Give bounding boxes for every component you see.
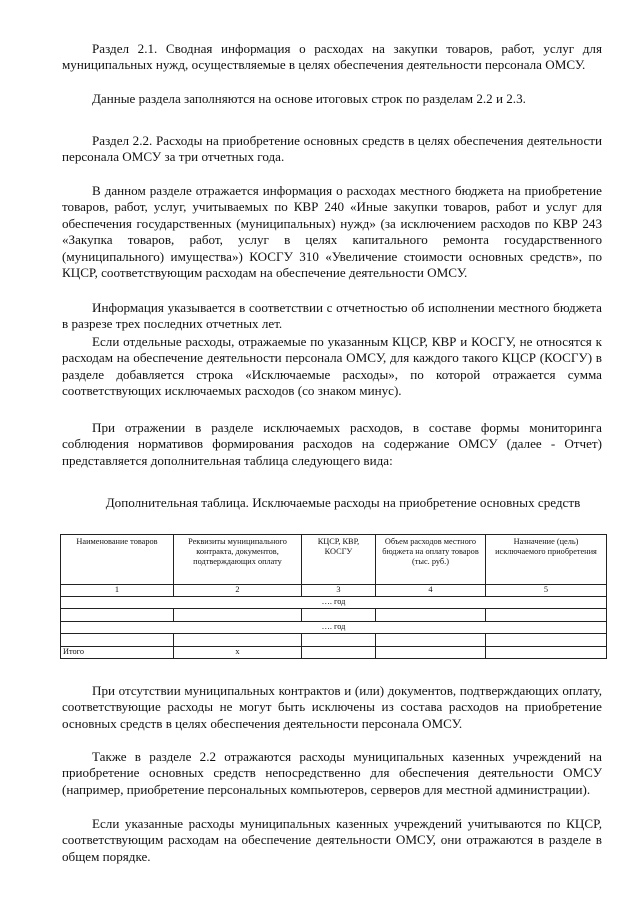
column-number-cell: 1: [61, 585, 174, 597]
section-2-2-paragraph-1: В данном разделе отражается информация о расходах местного бюджета на приобретение товаров, работ, услуг, учитываемых по КВР 240 «Иные закупки товаров, работ и услуг для обеспечения государственных (муниципальных) нужд» (за исключением расходов по КВР 243 «Закупка товаров, работ, услуг в целях капитального ремонта государственного (муниципального) имущества») КОСГУ 310 «Увеличение стоимости основных средств», по КЦСР, соответствующим расходам на обеспечение деятельности ОМСУ.: [62, 183, 602, 281]
table-cell: [174, 634, 302, 647]
section-2-2-title: Раздел 2.2. Расходы на приобретение основных средств в целях обеспечения деятельности персонала ОМСУ за три отчетных года.: [62, 133, 602, 165]
table-cell: [376, 647, 486, 659]
table-cell: [486, 609, 607, 622]
section-2-2-paragraph-2: Информация указывается в соответствии с отчетностью об исполнении местного бюджета в разрезе трех последних отчетных лет.: [62, 300, 602, 332]
table-cell: [302, 634, 376, 647]
column-number-cell: 3: [302, 585, 376, 597]
table-cell: [486, 634, 607, 647]
table-cell: [61, 634, 174, 647]
table-header-row: [61, 535, 607, 585]
table-row: [61, 622, 607, 634]
total-mark-cell: x: [174, 647, 302, 659]
closing-paragraph-2: Также в разделе 2.2 отражаются расходы муниципальных казенных учреждений на приобретение основных средств непосредственно для обеспечения деятельности ОМСУ (например, приобретение персональных компьютеров, серверов для местной администрации).: [62, 749, 602, 797]
year-row-cell: …. год: [61, 597, 607, 609]
year-row-cell: …. год: [61, 622, 607, 634]
closing-paragraph-3: Если указанные расходы муниципальных казенных учреждений учитываются по КЦСР, соответствующим расходам на обеспечение деятельности ОМСУ, они отражаются в разделе в общем порядке.: [62, 816, 602, 864]
table-cell: [376, 634, 486, 647]
table-cell: [302, 647, 376, 659]
header-cell: Наименование товаров: [61, 535, 174, 585]
table-cell: [174, 609, 302, 622]
header-cell: Назначение (цель) исключаемого приобретения: [486, 535, 607, 585]
column-number-cell: 4: [376, 585, 486, 597]
extra-table-caption: Дополнительная таблица. Исключаемые расходы на приобретение основных средств: [105, 495, 581, 510]
table-total-row: [61, 647, 607, 659]
header-cell: Реквизиты муниципального контракта, документов, подтверждающих оплату: [174, 535, 302, 585]
total-label-cell: Итого: [61, 647, 174, 659]
extra-table: [60, 534, 607, 659]
header-cell: Объем расходов местного бюджета на оплату товаров (тыс. руб.): [376, 535, 486, 585]
table-row: [61, 634, 607, 647]
table-cell: [302, 609, 376, 622]
column-number-cell: 5: [486, 585, 607, 597]
section-2-2-paragraph-4: При отражении в разделе исключаемых расходов, в составе формы мониторинга соблюдения нормативов формирования расходов на содержание ОМСУ (далее - Отчет) представляется дополнительная таблица следующего вида:: [62, 420, 602, 468]
section-2-1-title: Раздел 2.1. Сводная информация о расходах на закупки товаров, работ, услуг для муниципальных нужд, осуществляемые в целях обеспечения деятельности персонала ОМСУ.: [62, 41, 602, 73]
table-row: [61, 609, 607, 622]
table-row: [61, 597, 607, 609]
table-cell: [486, 647, 607, 659]
header-cell: КЦСР, КВР, КОСГУ: [302, 535, 376, 585]
closing-paragraph-1: При отсутствии муниципальных контрактов и (или) документов, подтверждающих оплату, соответствующие расходы не могут быть исключены из состава расходов на приобретение основных средств в целях обеспечения деятельности персонала ОМСУ.: [62, 683, 602, 731]
section-2-1-note: Данные раздела заполняются на основе итоговых строк по разделам 2.2 и 2.3.: [92, 91, 526, 106]
table-cell: [61, 609, 174, 622]
table-cell: [376, 609, 486, 622]
column-number-cell: 2: [174, 585, 302, 597]
table-row: [61, 585, 607, 597]
section-2-2-paragraph-3: Если отдельные расходы, отражаемые по указанным КЦСР, КВР и КОСГУ, не относятся к расходам на обеспечение деятельности персонала ОМСУ, для каждого такого КЦСР (КОСГУ) в разделе добавляется строка «Исключаемые расходы», по которой отражается сумма соответствующих исключаемых расходов (со знаком минус).: [62, 334, 602, 399]
